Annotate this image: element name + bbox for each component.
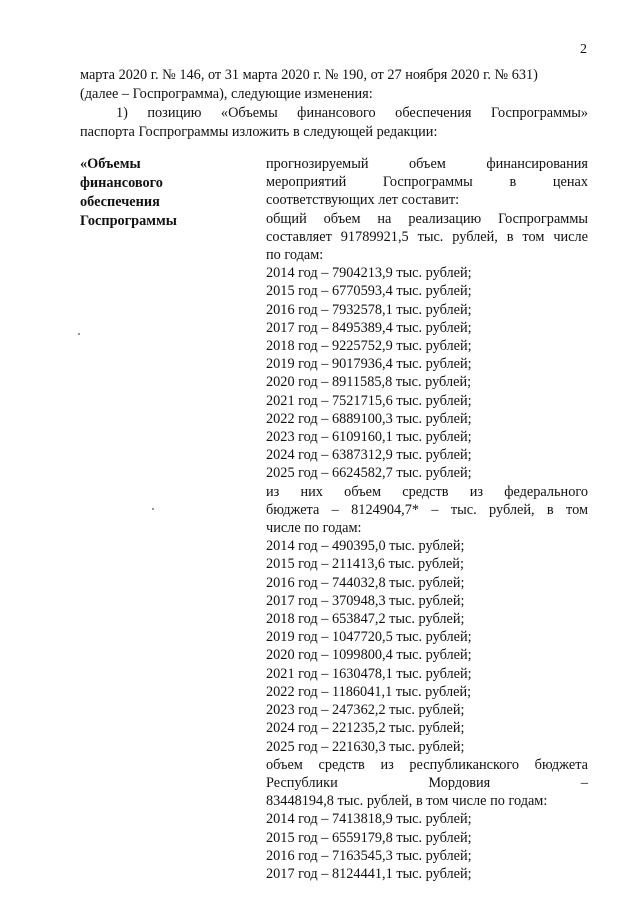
funding-line: 2025 год – 221630,3 тыс. рублей; [266, 738, 465, 755]
funding-line: 2017 год – 370948,3 тыс. рублей; [266, 592, 465, 609]
funding-line: 2016 год – 744032,8 тыс. рублей; [266, 574, 465, 591]
funding-line: 2021 год – 1630478,1 тыс. рублей; [266, 665, 472, 682]
intro-line: 1) позицию «Объемы финансового обеспечения Госпрограммы» [116, 105, 588, 121]
section-label-line: обеспечения [80, 194, 160, 210]
funding-line: 2014 год – 490395,0 тыс. рублей; [266, 538, 465, 555]
funding-line: 2025 год – 6624582,7 тыс. рублей; [266, 465, 472, 482]
funding-line: мероприятий Госпрограммы в ценах [266, 174, 588, 191]
funding-line: из них объем средств из федерального [266, 483, 588, 500]
funding-line: по годам: [266, 247, 324, 264]
intro-line: паспорта Госпрограммы изложить в следующей редакции: [80, 124, 438, 140]
funding-line: 2015 год – 211413,6 тыс. рублей; [266, 556, 464, 573]
section-label-line: финансового [80, 175, 163, 191]
section-label-line: Госпрограммы [80, 213, 177, 229]
funding-line: бюджета – 8124904,7* – тыс. рублей, в том [266, 501, 588, 518]
funding-line: составляет 91789921,5 тыс. рублей, в том числе [266, 228, 588, 245]
funding-line: прогнозируемый объем финансирования [266, 156, 588, 172]
funding-line: 2014 год – 7904213,9 тыс. рублей; [266, 265, 472, 282]
funding-line: 2015 год – 6559179,8 тыс. рублей; [266, 829, 472, 846]
intro-paragraph [80, 66, 588, 142]
funding-line: 2017 год – 8495389,4 тыс. рублей; [266, 319, 472, 336]
funding-line: 2020 год – 8911585,8 тыс. рублей; [266, 374, 472, 391]
funding-line: 83448194,8 тыс. рублей, в том числе по годам: [266, 793, 548, 810]
funding-line: 2017 год – 8124441,1 тыс. рублей; [266, 865, 472, 882]
scan-speck [78, 333, 80, 335]
funding-line: 2015 год – 6770593,4 тыс. рублей; [266, 283, 472, 300]
funding-line: числе по годам: [266, 520, 362, 537]
funding-line: 2018 год – 653847,2 тыс. рублей; [266, 611, 465, 628]
funding-line: 2024 год – 221235,2 тыс. рублей; [266, 720, 465, 737]
intro-line: (далее – Госпрограмма), следующие изменения: [80, 86, 373, 102]
funding-line: 2024 год – 6387312,9 тыс. рублей; [266, 447, 472, 464]
funding-line: 2019 год – 1047720,5 тыс. рублей; [266, 629, 472, 646]
intro-line: марта 2020 г. № 146, от 31 марта 2020 г. № 190, от 27 ноября 2020 г. № 631) [80, 67, 538, 83]
funding-line: 2023 год – 247362,2 тыс. рублей; [266, 702, 465, 719]
funding-line: 2022 год – 6889100,3 тыс. рублей; [266, 410, 472, 427]
funding-line: 2019 год – 9017936,4 тыс. рублей; [266, 356, 472, 373]
section-label [80, 155, 250, 231]
funding-line: 2014 год – 7413818,9 тыс. рублей; [266, 811, 472, 828]
funding-details [266, 155, 588, 883]
funding-line: соответствующих лет составит: [266, 192, 460, 209]
funding-line: 2016 год – 7932578,1 тыс. рублей; [266, 301, 472, 318]
funding-line: общий объем на реализацию Госпрограммы [266, 210, 588, 227]
funding-line: Республики Мордовия – [266, 774, 588, 791]
funding-line: 2022 год – 1186041,1 тыс. рублей; [266, 683, 472, 700]
funding-line: 2016 год – 7163545,3 тыс. рублей; [266, 847, 472, 864]
funding-line: 2021 год – 7521715,6 тыс. рублей; [266, 392, 472, 409]
funding-line: 2023 год – 6109160,1 тыс. рублей; [266, 429, 472, 446]
funding-line: 2020 год – 1099800,4 тыс. рублей; [266, 647, 472, 664]
funding-line: объем средств из республиканского бюджета [266, 756, 588, 773]
funding-line: 2018 год – 9225752,9 тыс. рублей; [266, 338, 472, 355]
page-number: 2 [580, 42, 587, 57]
scan-speck [152, 508, 154, 510]
section-label-line: «Объемы [80, 156, 141, 172]
